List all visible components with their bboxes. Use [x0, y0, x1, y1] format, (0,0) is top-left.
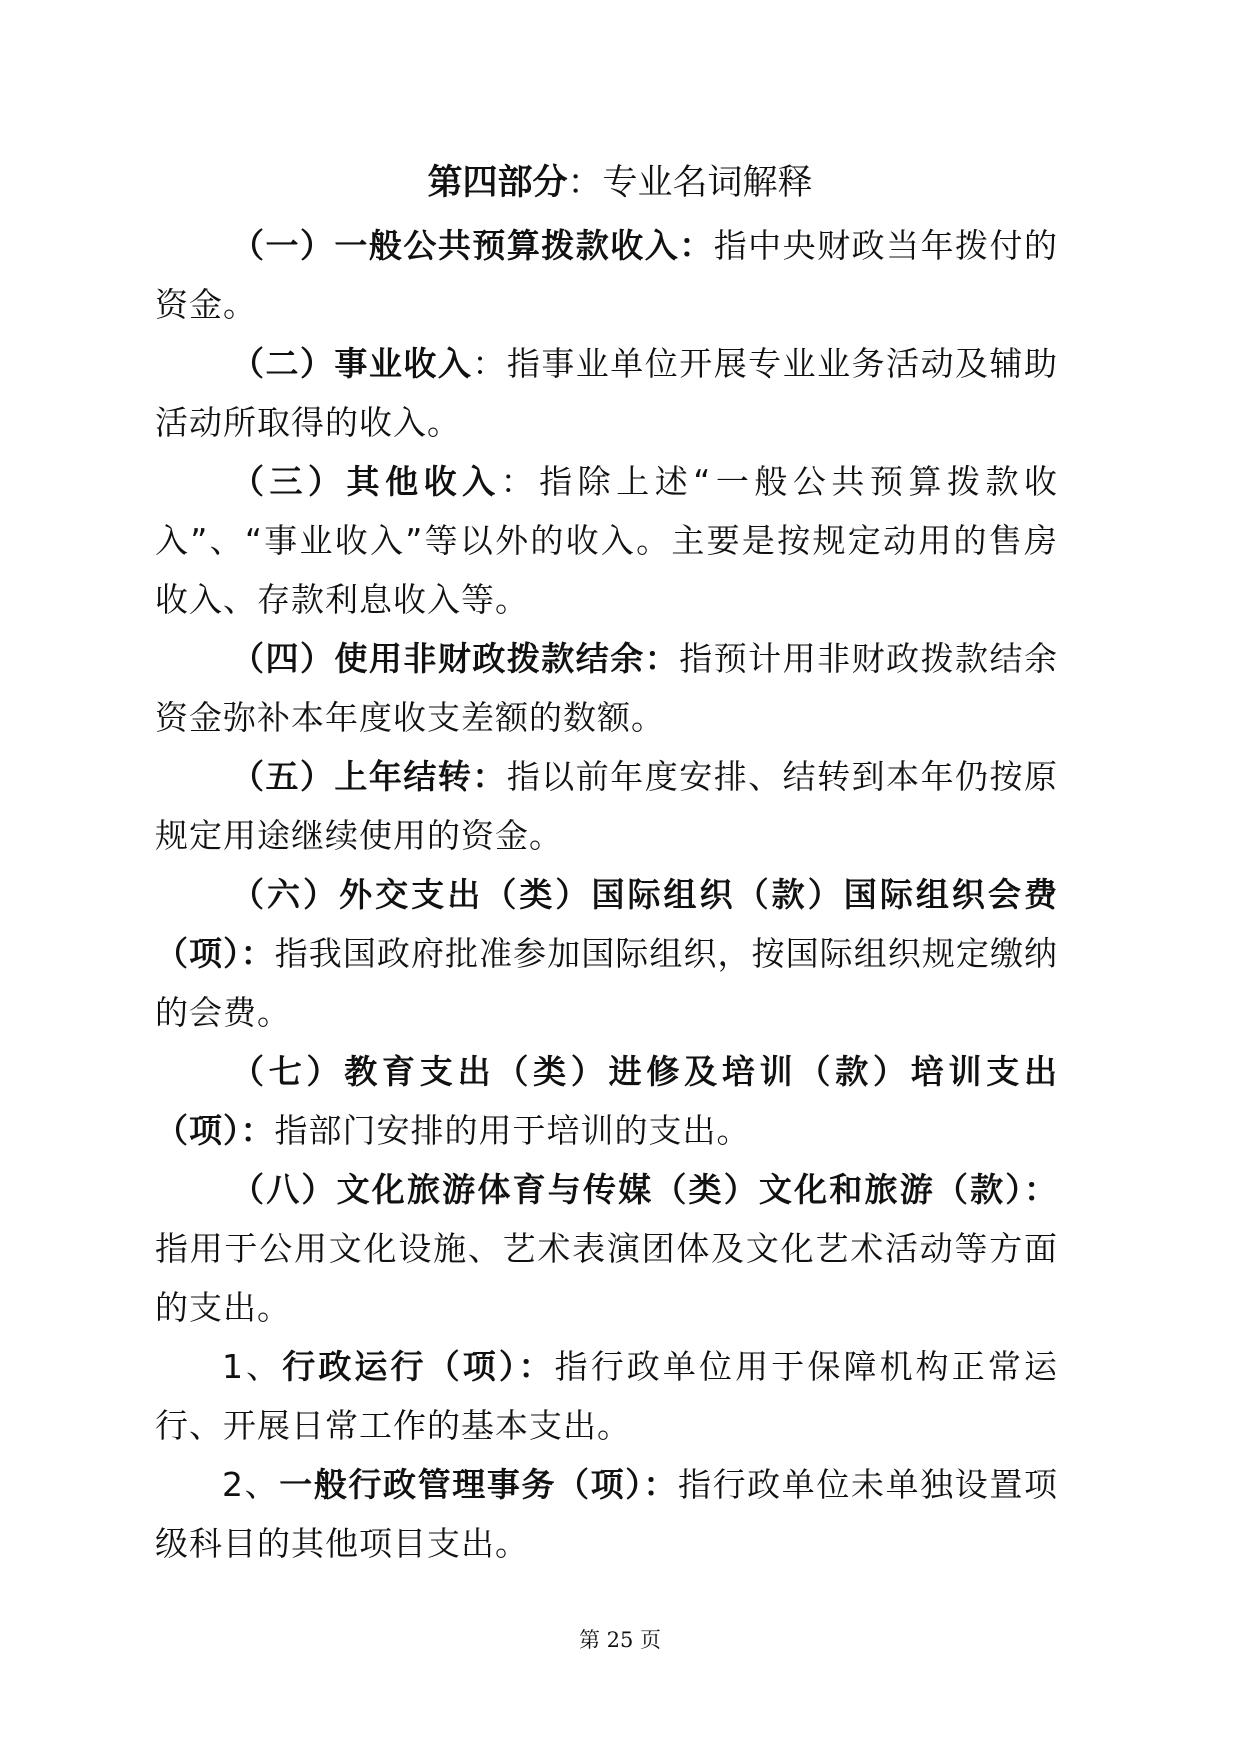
page-title: [0, 160, 1240, 206]
title-bold: 第四部分: [427, 163, 568, 203]
sub-definition-number: 2、: [222, 1465, 280, 1504]
definition-term: （五）上年结转：: [231, 757, 507, 796]
definition-text: 指用于公用文化设施、艺术表演团体及文化艺术活动等方面的支出。: [155, 1229, 1058, 1327]
sub-definition-text: 指行政单位用于保障机构正常运行、开展日常工作的基本支出。: [155, 1347, 1059, 1445]
definitions-body: [155, 216, 1058, 1573]
sub-definition-number: 1、: [222, 1347, 283, 1386]
definition-item: [155, 865, 1058, 1042]
definition-item: [155, 452, 1058, 629]
sub-definition-item: [155, 1337, 1058, 1455]
definition-item: [155, 629, 1058, 747]
definition-text: ：指除上述“一般公共预算拨款收入”、“事业收入”等以外的收入。主要是按规定动用的售房收入、存款利息收入等。: [155, 462, 1058, 619]
definition-term: （四）使用非财政拨款结余：: [231, 639, 680, 678]
definition-term: （七）教育支出（类）进修及培训（款）培训支出（项）：: [155, 1052, 1058, 1150]
definition-term: （八）文化旅游体育与传媒（类）文化和旅游（款）：: [231, 1170, 1058, 1209]
sub-definition-term: 行政运行（项）：: [282, 1347, 555, 1386]
definition-text: 指中央财政当年拨付的资金。: [155, 226, 1059, 324]
definition-term: （二）事业收入: [231, 344, 473, 383]
title-rest: ：专业名词解释: [567, 163, 813, 203]
definition-text: 指以前年度安排、结转到本年仍按原规定用途继续使用的资金。: [155, 757, 1059, 855]
definition-term: （一）一般公共预算拨款收入：: [231, 226, 714, 265]
sub-definition-item: [155, 1455, 1058, 1573]
definition-text: 指部门安排的用于培训的支出。: [274, 1111, 751, 1150]
definition-item: [155, 216, 1058, 334]
definition-item: [155, 334, 1058, 452]
page-number: 第 25 页: [578, 1628, 662, 1652]
definition-text: 指预计用非财政拨款结余资金弥补本年度收支差额的数额。: [155, 639, 1059, 737]
definition-term: （三）其他收入: [231, 462, 501, 501]
definition-text: ：指事业单位开展专业业务活动及辅助活动所取得的收入。: [155, 344, 1059, 442]
definition-term: （六）外交支出（类）国际组织（款）国际组织会费（项）：: [155, 875, 1058, 973]
sub-definition-term: 一般行政管理事务（项）：: [279, 1465, 678, 1504]
definition-item: [155, 1042, 1058, 1160]
definition-item: [155, 747, 1058, 865]
definition-item: [155, 1160, 1058, 1337]
sub-definition-text: 指行政单位未单独设置项级科目的其他项目支出。: [155, 1465, 1059, 1563]
definition-text: 指我国政府批准参加国际组织，按国际组织规定缴纳的会费。: [155, 934, 1059, 1032]
